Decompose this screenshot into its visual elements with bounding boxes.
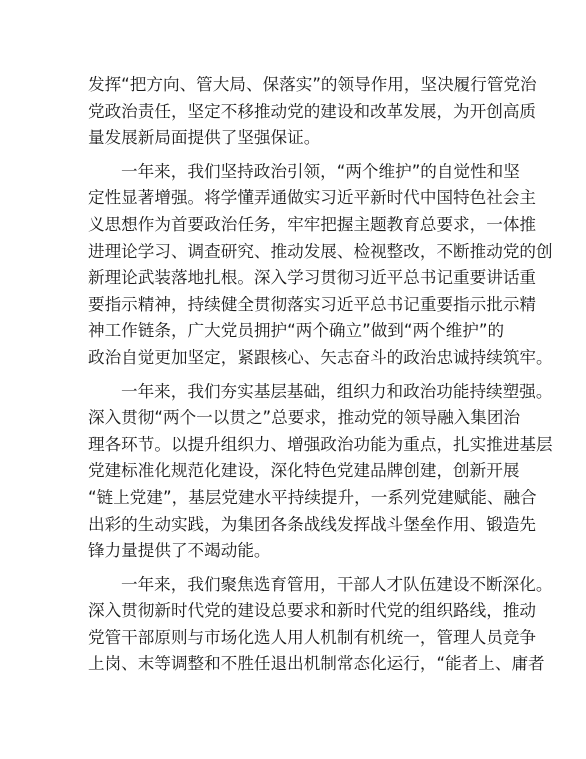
paragraph-line: 一年来，我们夯实基层基础，组织力和政治功能持续塑强。 <box>121 381 553 401</box>
paragraph-line: 量发展新局面提供了坚强保证。 <box>88 128 321 148</box>
paragraph-line: 上岗、末等调整和不胜任退出机制常态化运行，“能者上、庸者 <box>88 654 545 674</box>
paragraph-line: 神工作链条，广大党员拥护“两个确立”做到“两个维护”的 <box>88 321 505 341</box>
paragraph-line: 深入贯彻新时代党的建设总要求和新时代党的组织路线，推动 <box>88 601 537 621</box>
paragraph-line: 一年来，我们聚焦选育管用，干部人才队伍建设不断深化。 <box>121 574 553 594</box>
paragraph-1 <box>88 72 537 152</box>
paragraph-line: 发挥“把方向、管大局、保落实”的领导作用，坚决履行管党治 <box>88 75 537 94</box>
paragraph-line: 义思想作为首要政治任务，牢牢把握主题教育总要求，一体推 <box>88 214 537 234</box>
paragraph-line: 党建标准化规范化建设，深化特色党建品牌创建，创新开展 <box>88 461 520 481</box>
paragraph-line: 理各环节。以提升组织力、增强政治功能为重点，扎实推进基层 <box>88 434 553 454</box>
paragraph-line: 党管干部原则与市场化选人用人机制有机统一，管理人员竞争 <box>88 627 537 647</box>
paragraph-line: 要指示精神，持续健全贯彻落实习近平总书记重要指示批示精 <box>88 294 537 314</box>
paragraph-line: 定性显著增强。将学懂弄通做实习近平新时代中国特色社会主 <box>88 188 537 208</box>
paragraph-line: 进理论学习、调查研究、推动发展、检视整改，不断推动党的创 <box>88 241 553 261</box>
paragraph-4 <box>88 572 553 678</box>
paragraph-line: 锋力量提供了不竭动能。 <box>88 541 271 561</box>
paragraph-2 <box>88 159 553 372</box>
paragraph-line: 新理论武装落地扎根。深入学习贯彻习近平总书记重要讲话重 <box>88 268 537 288</box>
paragraph-line: “链上党建”，基层党建水平持续提升，一系列党建赋能、融合 <box>88 487 537 507</box>
document-body <box>88 72 553 678</box>
paragraph-line: 政治自觉更加坚定，紧跟核心、矢志奋斗的政治忠诚持续筑牢。 <box>88 347 553 367</box>
paragraph-line: 党政治责任，坚定不移推动党的建设和改革发展，为开创高质 <box>88 101 537 121</box>
paragraph-line: 一年来，我们坚持政治引领，“两个维护”的自觉性和坚 <box>121 161 520 181</box>
paragraph-3 <box>88 379 553 565</box>
paragraph-line: 深入贯彻“两个一以贯之”总要求，推动党的领导融入集团治 <box>88 408 521 428</box>
paragraph-line: 出彩的生动实践，为集团各条战线发挥战斗堡垒作用、锻造先 <box>88 514 537 534</box>
